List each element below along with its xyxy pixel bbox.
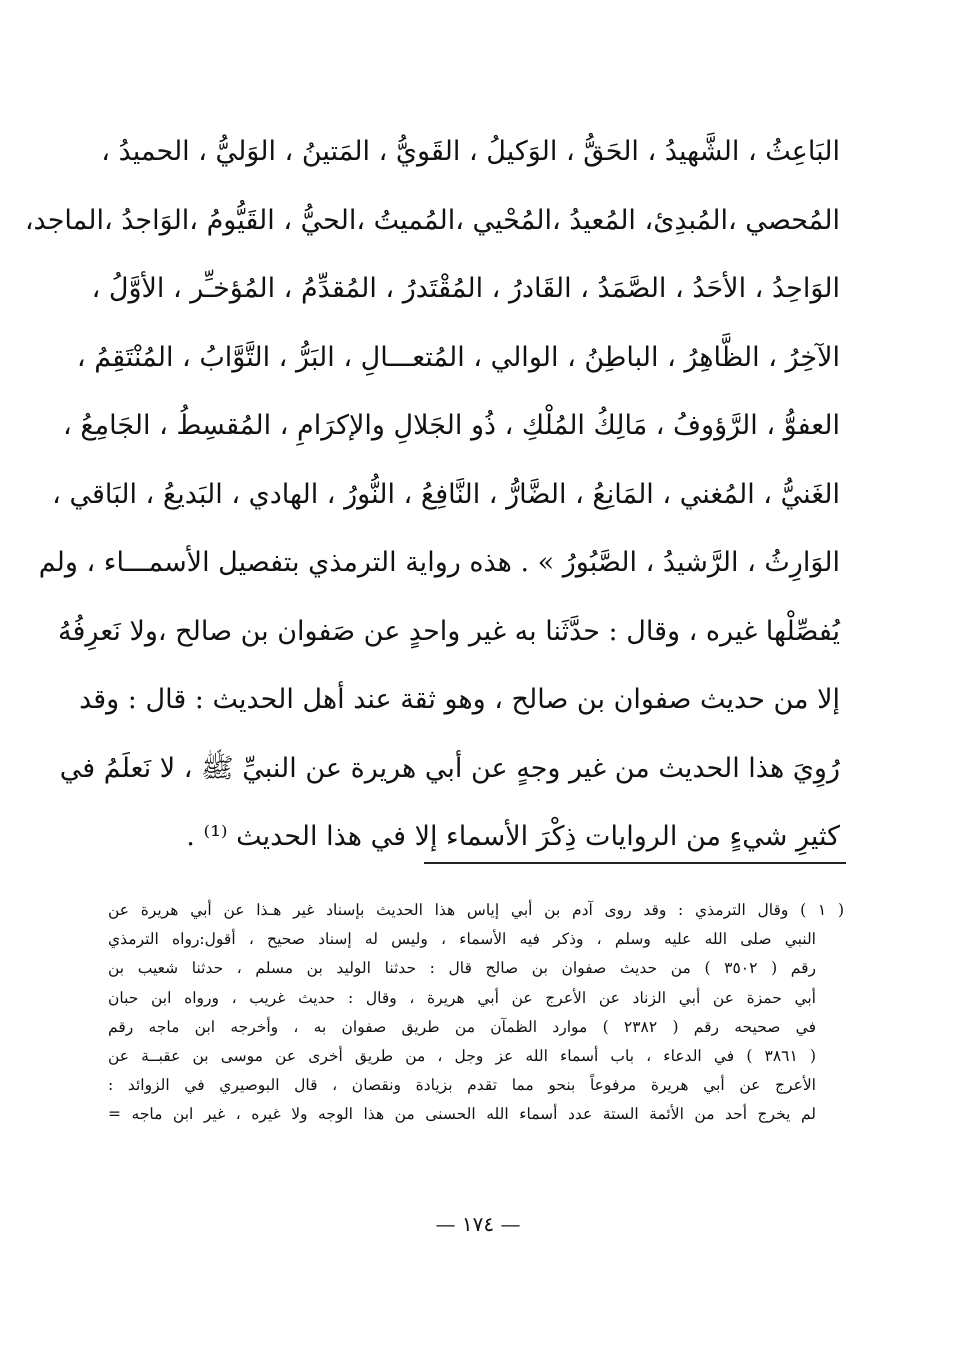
footnote-line: ( ١ ) وقال الترمذي : وقد روى آدم بن أبي إياس هذا الحديث بإسناد غير هـذا عن أبي هريرة عن [108,901,844,919]
footnote-line: ( ٣٨٦١ ) في الدعاء ، باب أسماء الله عز وجل ، من طريق أخرى عن موسى بن عقبــة عن [108,1046,816,1065]
footnote-line: في صحيحه رقم ( ٢٣٨٢ ) موارد الظمآن من طريق صفوان به ، وأخرجه ابن ماجه رقم [108,1017,816,1036]
main-text-line: إلا من حديث صفوان بن صالح ، وهو ثقة عند أهل الحديث : قال : وقد [79,684,840,715]
main-text-line: البَاعِثُ ، الشَّهيدُ ، الحَقُّ ، الوَكيلُ ، القَويُّ ، المَتينُ ، الوَليُّ ، الحميدُ ، [101,136,840,167]
main-text-block [24,118,840,872]
footnote-divider [424,862,846,864]
footnote-line: رقم ( ٣٥٠٢ ) من حديث صفوان بن صالح قال : حدثنا الوليد بن مسلم ، حدثنا شعيب بن [108,959,816,978]
main-text-line: الغَنيُّ ، المُغني ، المَانِعُ ، الضَّارُّ ، النَّافِعُ ، النُّورُ ، الهادي ، البَديعُ ، البَاقي ، [52,478,840,510]
footnote-line: النبي صلى الله عليه وسلم ، وذكر فيه الأسماء ، وليس له إسناد صحيح ، أقول:رواه الترمذي [108,930,816,949]
main-text-line: يُفصِّلْها غيره ، وقال : حدَّثَنا به غير واحدٍ عن صَفوان بن صالح ،ولا نَعرِفُهُ [58,615,840,647]
main-text-line: الوَارِثُ ، الرَّشيدُ ، الصَّبُورُ » . هذه رواية الترمذي بتفصيل الأسمـــاء ، ولم [38,547,840,578]
main-text-line: الوَاحِدُ ، الأحَدُ ، الصَّمَدُ ، القَادرُ ، المُقْتَدرُ ، المُقدِّمُ ، المُؤخـِّر ، الأوَّلُ ، [91,273,840,304]
footnote-line: الأعرج عن أبي هريرة مرفوعاً بنحو مما تقدم بزيادة ونقصان ، قال البوصيري في الزوائد : [108,1076,816,1095]
footnote-line: لم يخرج أحد من الأئمة الستة عدد أسماء الله الحسنى من هذا الوجه ولا غيره ، غير ابن ماجه = [108,1105,816,1124]
main-text-line: كثيرِ شيءٍ من الروايات ذِكْرَ الأسماء إلا في هذا الحديث ⁽¹⁾ . [186,821,840,852]
main-text-line: رُوِيَ هذا الحديث من غير وجهٍ عن أبي هريرة عن النبيِّ ﷺ ، لا نَعلَمُ في [59,752,840,784]
main-text-line: الآخِرُ ، الظَّاهِرُ ، الباطِنُ ، الوالي ، المُتعـــالِ ، البَرُّ ، التَّوَّابُ ، المُنْتَقِمُ ، [76,341,840,373]
footnotes-block [108,896,844,1130]
footnote-line: أبي حمزة عن أبي الزناد عن الأعرج عن أبي هريرة ، وقال : حديث غريب ، ورواه ابن حبان [108,988,816,1007]
page-number: — ١٧٤ — [435,1212,521,1236]
main-text-line: العفوُّ ، الرَّؤوفُ ، مَالِكُ المُلْكِ ، ذُو الجَلالِ والإكرَامِ ، المُقسِطُ ، الجَامِعُ ، [63,410,840,441]
main-text-line: المُحصي ،المُبدِئ، المُعيدُ ،المُحْيي ،المُميتُ ،الحيُّ ، القَيُّومُ ،الوَاجدُ ،الماجد، [24,204,840,236]
